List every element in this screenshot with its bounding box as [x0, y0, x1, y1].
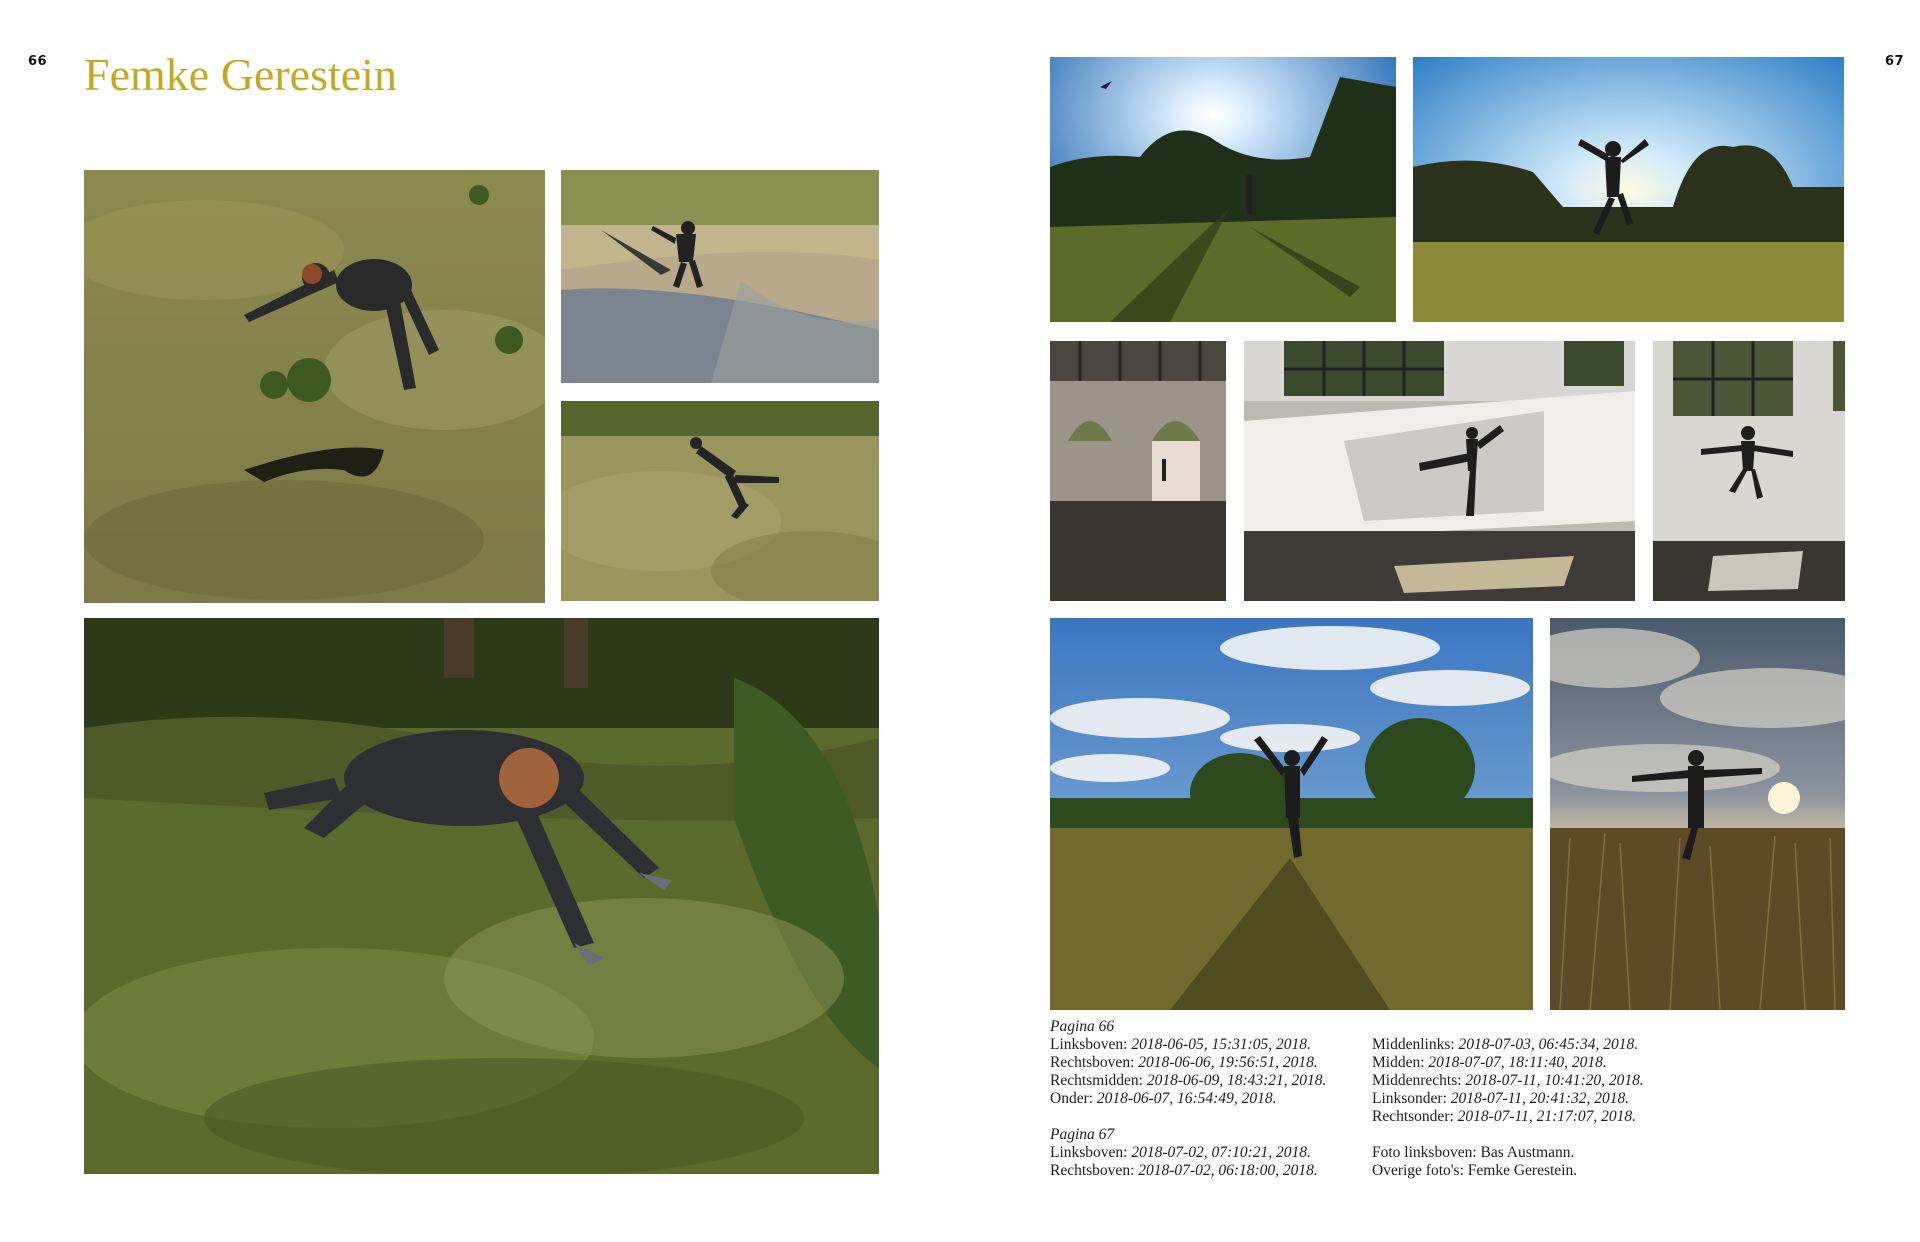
caption-line: Middenlinks: 2018-07-03, 06:45:34, 2018.	[1372, 1036, 1639, 1053]
photo-grass-leap	[561, 401, 879, 601]
caption-line: Rechtsonder: 2018-07-11, 21:17:07, 2018.	[1372, 1108, 1637, 1125]
photo-forest-crawl	[84, 618, 879, 1174]
page-number-left: 66	[28, 54, 48, 69]
caption-line: Rechtsmidden: 2018-06-09, 18:43:21, 2018.	[1050, 1072, 1327, 1089]
caption-column-left	[1050, 1018, 1326, 1180]
caption-line: Rechtsboven: 2018-06-06, 19:56:51, 2018.	[1050, 1054, 1318, 1071]
caption-column-right	[1372, 1036, 1644, 1180]
caption-line: Onder: 2018-06-07, 16:54:49, 2018.	[1050, 1090, 1277, 1107]
photo-sunrise-jump	[1413, 57, 1844, 322]
photo-hall-arabesque	[1244, 341, 1635, 601]
photo-credit-others: Overige foto's: Femke Gerestein.	[1372, 1162, 1578, 1179]
page-title: Femke Gerestein	[84, 49, 397, 100]
caption-line: Linksboven: 2018-07-02, 07:10:21, 2018.	[1050, 1144, 1311, 1161]
caption-line: Rechtsboven: 2018-07-02, 06:18:00, 2018.	[1050, 1162, 1318, 1179]
caption-spacer	[1372, 1126, 1644, 1144]
caption-heading-pagina-67: Pagina 67	[1050, 1126, 1115, 1143]
photo-park-sun	[1050, 57, 1396, 322]
photo-dune-crouch	[84, 170, 545, 603]
photo-hall-distant	[1050, 341, 1226, 601]
caption-spacer	[1050, 1108, 1326, 1126]
caption-line: Linksonder: 2018-07-11, 20:41:32, 2018.	[1372, 1090, 1630, 1107]
photo-sand-run	[561, 170, 879, 383]
caption-line: Linksboven: 2018-06-05, 15:31:05, 2018.	[1050, 1036, 1311, 1053]
photo-hall-jump	[1653, 341, 1845, 601]
photo-credit-top-left: Foto linksboven: Bas Austmann.	[1372, 1144, 1575, 1161]
caption-line: Middenrechts: 2018-07-11, 10:41:20, 2018.	[1372, 1072, 1644, 1089]
caption-heading-pagina-66: Pagina 66	[1050, 1018, 1115, 1035]
photo-field-jump	[1050, 618, 1533, 1010]
caption-line: Midden: 2018-07-07, 18:11:40, 2018.	[1372, 1054, 1607, 1071]
page-number-right: 67	[1885, 54, 1905, 69]
photo-sunset-field	[1550, 618, 1845, 1010]
